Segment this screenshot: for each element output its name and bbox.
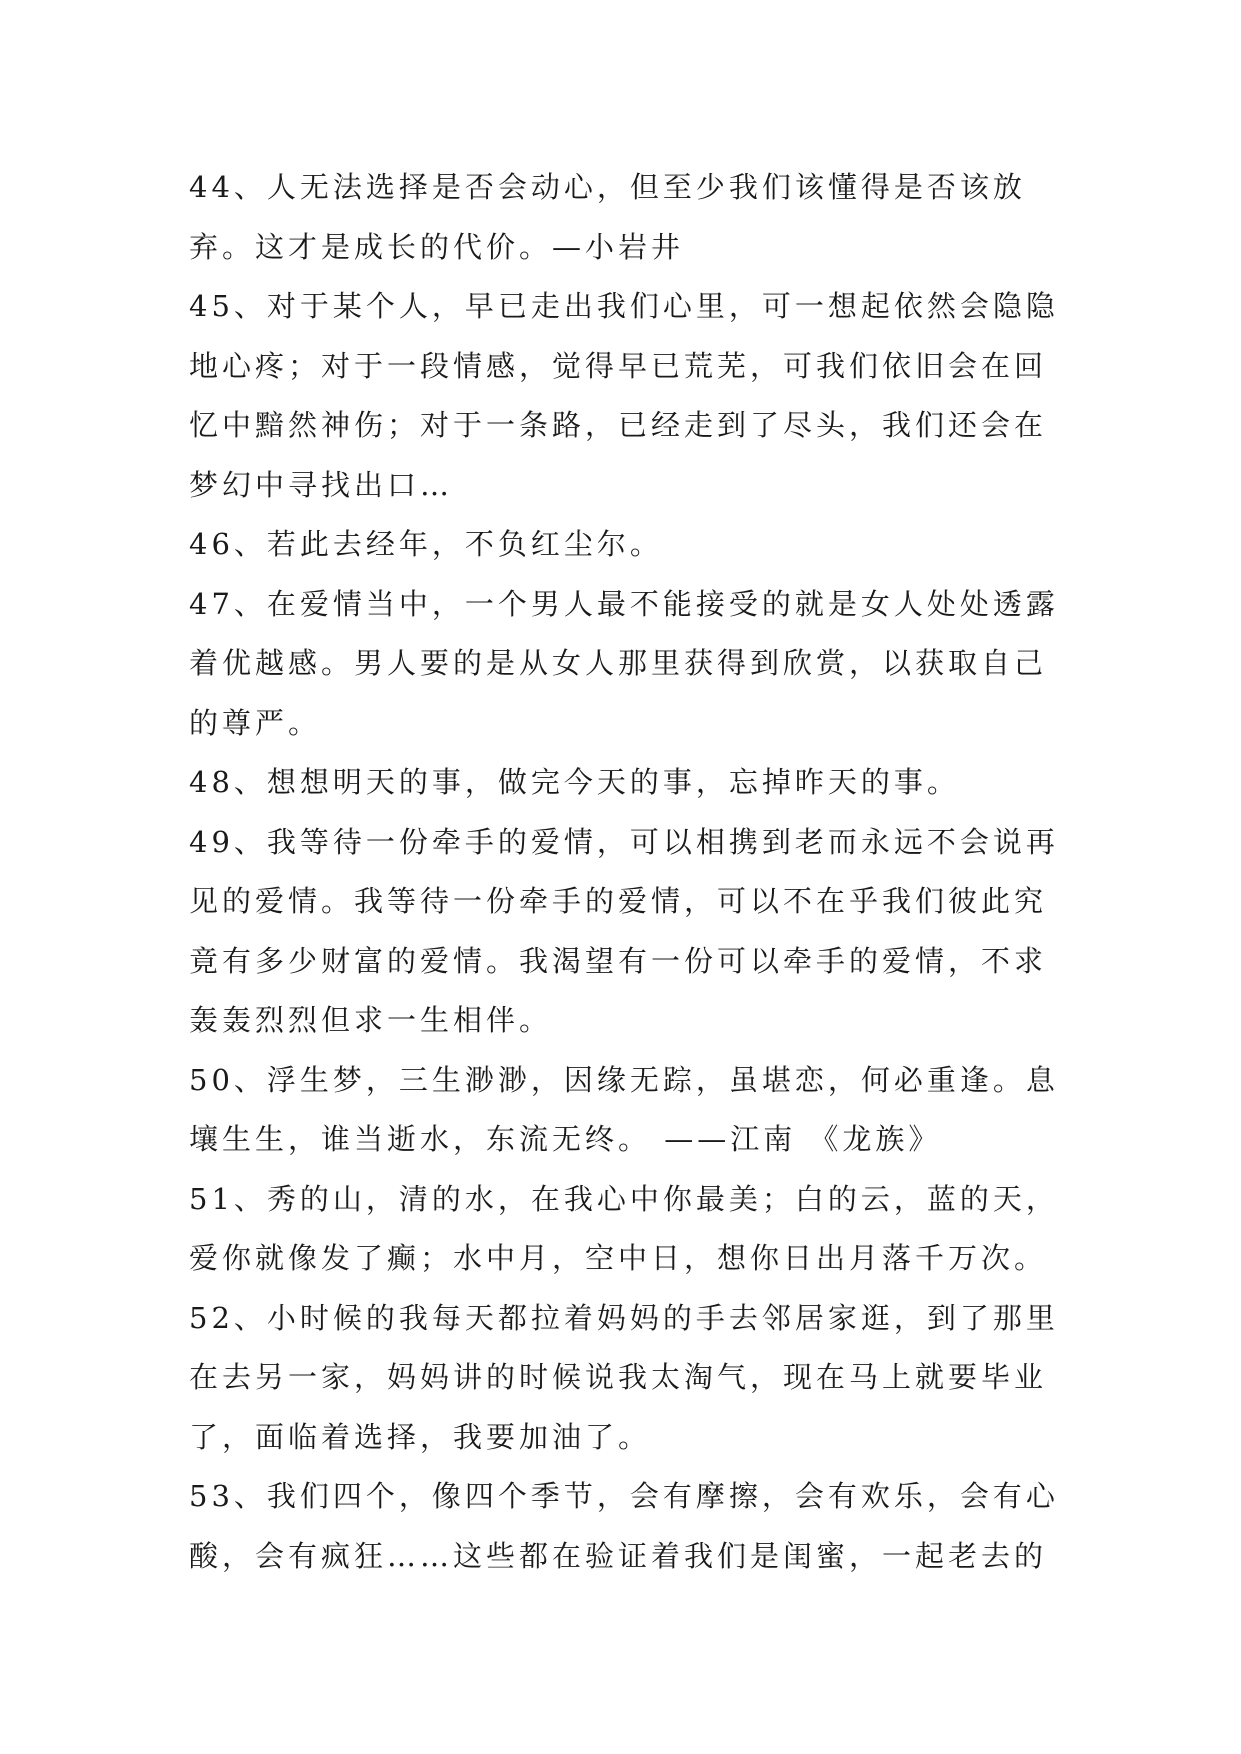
quote-entry-48: 48、想想明天的事，做完今天的事，忘掉昨天的事。 — [189, 765, 960, 799]
quote-entry-49: 49、我等待一份牵手的爱情，可以相携到老而永远不会说再见的爱情。我等待一份牵手的爱情，可以不在乎我们彼此究竟有多少财富的爱情。我渴望有一份可以牵手的爱情，不求轰轰烈烈但求一生相伴。 — [189, 824, 1059, 1037]
quote-entry-46: 46、若此去经年，不负红尘尔。 — [189, 527, 663, 561]
quote-entry-44: 44、人无法选择是否会动心，但至少我们该懂得是否该放弃。这才是成长的代价。—小岩井 — [189, 170, 1026, 264]
quote-entry-53: 53、我们四个，像四个季节，会有摩擦，会有欢乐，会有心酸，会有疯狂……这些都在验证着我们是闺蜜，一起老去的 — [189, 1479, 1059, 1573]
quote-entry-52: 52、小时候的我每天都拉着妈妈的手去邻居家逛，到了那里在去另一家，妈妈讲的时候说我太淘气，现在马上就要毕业了，面临着选择，我要加油了。 — [189, 1300, 1059, 1454]
quote-entry-50: 50、浮生梦，三生渺渺，因缘无踪，虽堪恋，何必重逢。息壤生生，谁当逝水，东流无终。 ——江南 《龙族》 — [189, 1062, 1059, 1156]
quote-list — [189, 158, 1059, 1586]
quote-entry-47: 47、在爱情当中，一个男人最不能接受的就是女人处处透露着优越感。男人要的是从女人那里获得到欣赏，以获取自己的尊严。 — [189, 586, 1059, 740]
quote-entry-51: 51、秀的山，清的水，在我心中你最美；白的云，蓝的天，爱你就像发了癫；水中月，空中日，想你日出月落千万次。 — [189, 1181, 1059, 1275]
quote-entry-45: 45、对于某个人，早已走出我们心里，可一想起依然会隐隐地心疼；对于一段情感，觉得早已荒芜，可我们依旧会在回忆中黯然神伤；对于一条路，已经走到了尽头，我们还会在梦幻中寻找出口… — [189, 289, 1059, 502]
